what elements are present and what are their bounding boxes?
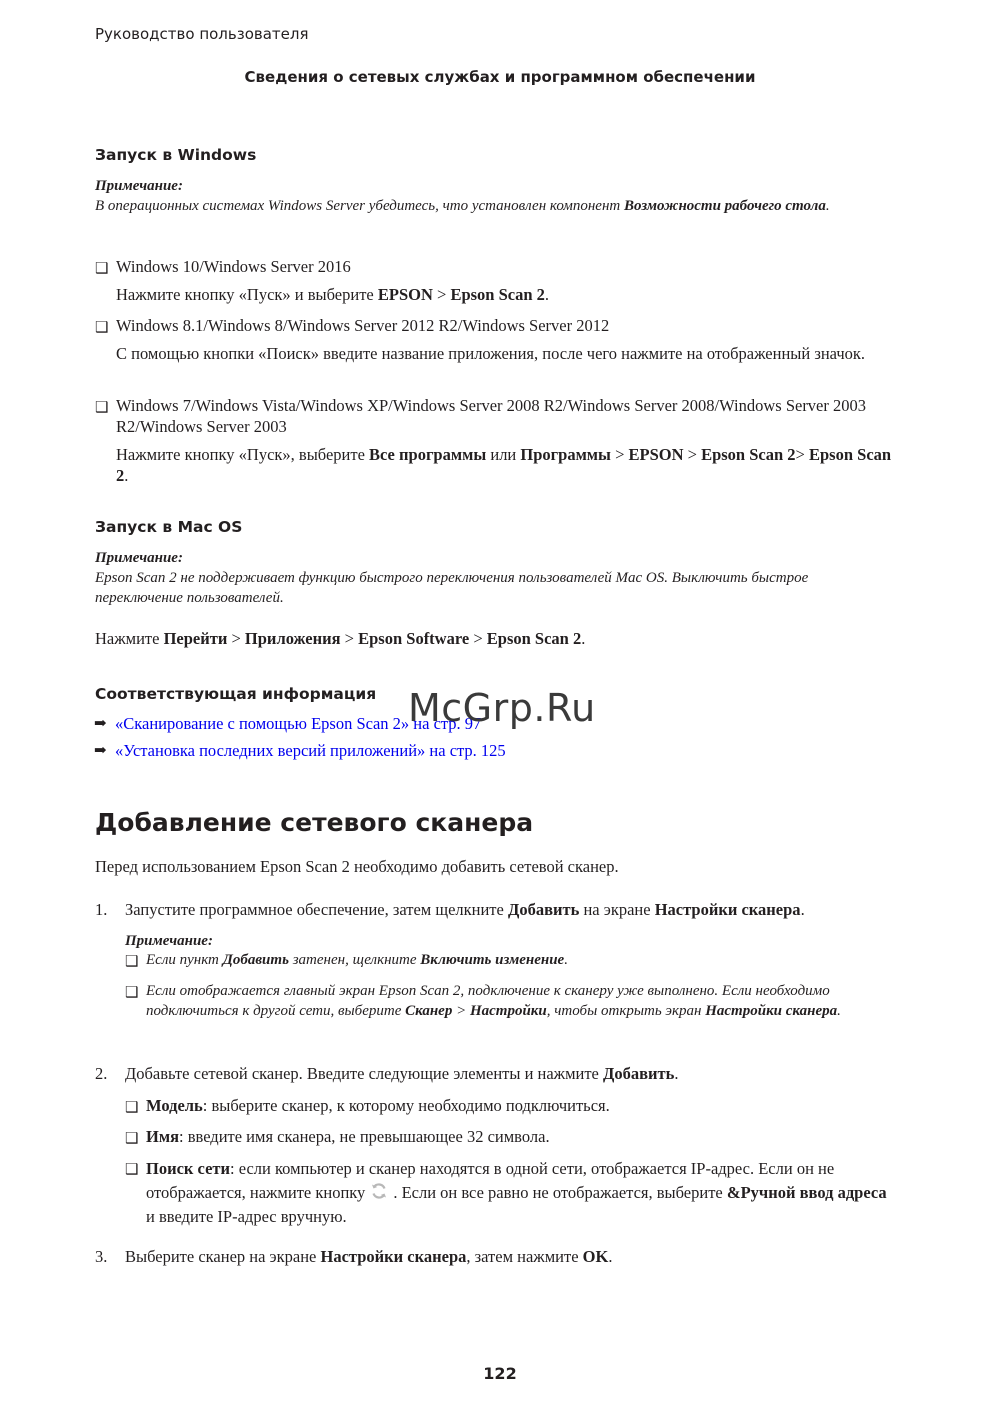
step2-item-name <box>146 1126 550 1147</box>
step3-text <box>125 1246 612 1267</box>
note-body <box>95 196 895 216</box>
mac-heading: Запуск в Mac OS <box>95 518 243 536</box>
instr-text: Нажмите <box>95 629 164 648</box>
note-text: Если отображается главный экран Epson Scan 2, подключение к сканеру уже выполнено. Если необходимо подключиться к другой сети, выберите <box>146 983 830 1019</box>
note-label: Примечание: <box>125 933 213 949</box>
instr-sep: > <box>469 629 487 648</box>
page-number: 122 <box>483 1364 517 1383</box>
add-scanner-heading: Добавление сетевого сканера <box>95 808 534 837</box>
step-bold: Настройки сканера <box>654 900 801 919</box>
item-text: : выберите сканер, к которому необходимо подключиться. <box>202 1096 610 1115</box>
item-bold: Поиск сети <box>146 1159 231 1178</box>
right-arrow-icon: ➡ <box>94 743 107 759</box>
item-text: : если компьютер и сканер находятся в одной сети, отображается IP-адрес. Если он не отображается, нажмите кнопку <box>146 1159 835 1202</box>
note-bold: Сканер <box>405 1003 453 1019</box>
step-number: 3. <box>95 1247 108 1266</box>
step-bold: Настройки сканера <box>320 1247 467 1266</box>
checkbox-square-icon: ❑ <box>95 320 109 336</box>
item-text: . Если он все равно не отображается, выберите <box>393 1183 727 1202</box>
step-text: на экране <box>579 900 655 919</box>
windows-item-title: Windows 7/Windows Vista/Windows XP/Windows Server 2008 R2/Windows Server 2008/Windows Server 2003 R2/Windows Server 2003 <box>116 396 867 436</box>
watermark: McGrp.Ru <box>408 686 596 730</box>
item-text: и введите IP-адрес вручную. <box>146 1207 347 1226</box>
related-heading: Соответствующая информация <box>95 685 377 703</box>
instr-sep: > <box>340 629 359 648</box>
related-link-scanning[interactable]: «Сканирование с помощью Epson Scan 2» на стр. 97 <box>115 714 482 733</box>
instr-sep: > <box>227 629 245 648</box>
desc-sep: > <box>432 285 451 304</box>
checkbox-square-icon: ❑ <box>125 954 139 970</box>
step-bold: Добавить <box>507 900 580 919</box>
note-text: , чтобы открыть экран <box>546 1003 706 1019</box>
note-label: Примечание: <box>95 178 183 194</box>
note-body: Epson Scan 2 не поддерживает функцию быстрого переключения пользователей Mac OS. Выключить быстрое переключение пользователей. <box>95 570 809 606</box>
right-arrow-icon: ➡ <box>94 716 107 732</box>
step-bold: OK <box>582 1247 609 1266</box>
refresh-icon[interactable] <box>369 1181 389 1201</box>
desc-bold: Epson Scan 2 <box>701 445 796 464</box>
desc-bold: EPSON <box>628 445 684 464</box>
step-end: . <box>674 1064 679 1083</box>
note-text: затенен, щелкните <box>288 952 421 968</box>
desc-end: . <box>124 466 129 485</box>
desc-bold: EPSON <box>377 285 433 304</box>
step-number: 2. <box>95 1064 108 1083</box>
item-bold: Модель <box>146 1096 203 1115</box>
desc-bold: Epson Scan 2 <box>450 285 545 304</box>
note-label: Примечание: <box>95 550 183 566</box>
checkbox-square-icon: ❑ <box>95 261 109 277</box>
step-text: , затем нажмите <box>466 1247 583 1266</box>
desc-bold: Epson Scan 2 <box>116 445 892 485</box>
section-title: Сведения о сетевых службах и программном обеспечении <box>244 68 756 86</box>
windows-item-title: Windows 10/Windows Server 2016 <box>116 257 351 276</box>
note-end: . <box>825 198 830 214</box>
running-title: Руководство пользователя <box>95 25 309 43</box>
mac-note <box>95 548 895 608</box>
step1-note-1 <box>146 950 568 970</box>
note-sep: > <box>452 1003 470 1019</box>
desc-text: Нажмите кнопку «Пуск» и выберите <box>116 285 378 304</box>
add-scanner-intro: Перед использованием Epson Scan 2 необходимо добавить сетевой сканер. <box>95 857 619 876</box>
desc-bold: Все программы <box>369 445 487 464</box>
desc-text: Нажмите кнопку «Пуск», выберите <box>116 445 370 464</box>
windows-item-title: Windows 8.1/Windows 8/Windows Server 2012 R2/Windows Server 2012 <box>116 316 610 335</box>
note-bold: Включить изменение <box>420 952 565 968</box>
note-bold: Возможности рабочего стола <box>623 198 826 214</box>
item-bold: &Ручной ввод адреса <box>726 1183 887 1202</box>
step-bold: Добавить <box>603 1064 675 1083</box>
note-text: В операционных системах Windows Server убедитесь, что установлен компонент <box>95 198 624 214</box>
instr-bold: Приложения <box>244 629 341 648</box>
note-text: Если пункт <box>146 952 223 968</box>
instr-end: . <box>581 629 586 648</box>
mac-instruction <box>95 628 585 649</box>
step2-item-network <box>146 1157 896 1229</box>
step-end: . <box>800 900 805 919</box>
instr-bold: Epson Scan 2 <box>486 629 582 648</box>
windows-item-desc <box>116 284 549 305</box>
note-bold: Настройки <box>469 1003 547 1019</box>
step-text: Добавьте сетевой сканер. Введите следующие элементы и нажмите <box>125 1064 604 1083</box>
checkbox-square-icon: ❑ <box>125 1131 139 1147</box>
windows-heading: Запуск в Windows <box>95 146 257 164</box>
step-end: . <box>608 1247 613 1266</box>
checkbox-square-icon: ❑ <box>95 400 109 416</box>
item-text: : введите имя сканера, не превышающее 32 символа. <box>179 1127 550 1146</box>
note-bold: Добавить <box>222 952 289 968</box>
instr-bold: Перейти <box>163 629 228 648</box>
note-end: . <box>837 1003 841 1019</box>
desc-bold: Программы <box>520 445 611 464</box>
related-link-updates[interactable]: «Установка последних версий приложений» на стр. 125 <box>115 741 506 760</box>
note-bold: Настройки сканера <box>705 1003 838 1019</box>
instr-bold: Epson Software <box>358 629 470 648</box>
checkbox-square-icon: ❑ <box>125 1100 139 1116</box>
item-bold: Имя <box>146 1127 179 1146</box>
step1-note-2 <box>146 981 896 1021</box>
desc-end: . <box>544 285 550 304</box>
step2-text <box>125 1063 679 1084</box>
windows-item-desc: С помощью кнопки «Поиск» введите название приложения, после чего нажмите на отображенный значок. <box>116 344 866 363</box>
step-text: Выберите сканер на экране <box>125 1247 321 1266</box>
windows-item-desc <box>116 444 906 486</box>
checkbox-square-icon: ❑ <box>125 1162 139 1178</box>
desc-sep: > <box>683 445 702 464</box>
step1-text <box>125 899 805 920</box>
desc-sep: > <box>610 445 629 464</box>
windows-note <box>95 176 895 216</box>
note-end: . <box>564 952 568 968</box>
desc-text: или <box>486 445 521 464</box>
desc-sep: > <box>795 445 809 464</box>
step2-item-model <box>146 1095 610 1116</box>
checkbox-square-icon: ❑ <box>125 985 139 1001</box>
step-text: Запустите программное обеспечение, затем щелкните <box>125 900 508 919</box>
step-number: 1. <box>95 900 108 919</box>
